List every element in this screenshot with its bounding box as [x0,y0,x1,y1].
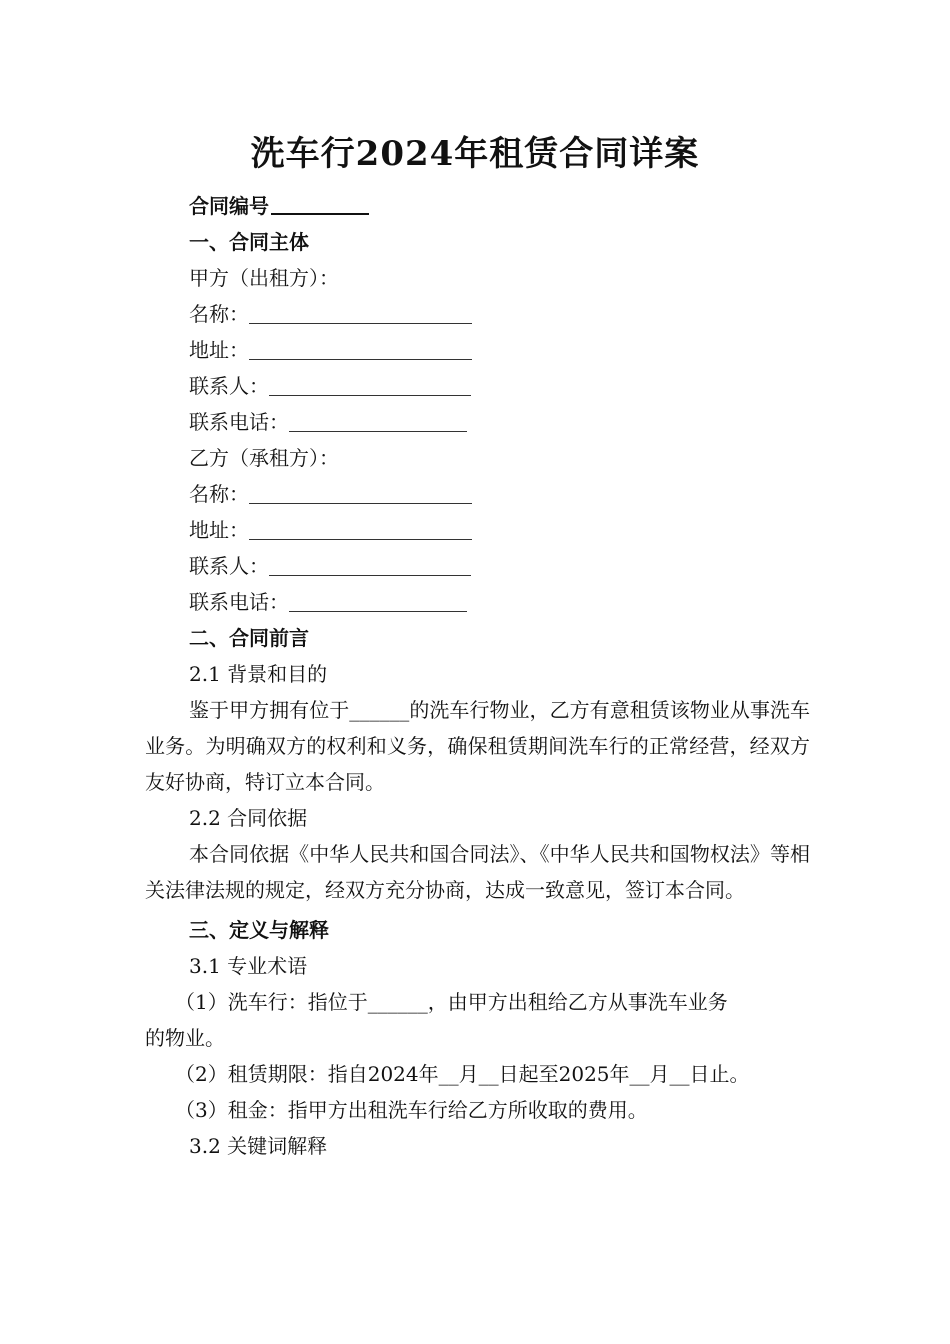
party-b-label: 乙方（承租方）： [189,446,339,470]
fill-blank [269,375,471,396]
phone-label: 联系电话： [189,590,289,614]
fill-blank [249,339,472,360]
address-label: 地址： [189,338,249,362]
location-blank: ______ [349,698,410,722]
party-b-phone-line [145,584,810,620]
location-blank: ______ [367,990,428,1014]
fill-blank [249,519,472,540]
definition-item-continued: 的物业。 [145,1026,225,1050]
item-text: （1）洗车行：指位于 [175,990,368,1014]
name-label: 名称： [189,482,249,506]
party-b-address-line [145,512,810,548]
document-title: 洗车行2024年租赁合同详案 [250,134,700,174]
fill-blank [269,555,471,576]
contract-number-label: 合同编号 [189,194,269,218]
fill-blank [249,303,472,324]
contact-label: 联系人： [189,374,269,398]
fill-blank [289,411,467,432]
party-a-name-line [145,296,810,332]
party-b-contact-line [145,548,810,584]
paragraph-text: 鉴于甲方拥有位于 [189,698,350,722]
phone-label: 联系电话： [189,410,289,434]
definition-item: （3）租金：指甲方出租洗车行给乙方所收取的费用。 [175,1098,648,1122]
party-b-name-line [145,476,810,512]
item-text: ，由甲方出租给乙方从事洗车业务 [427,990,728,1014]
subsection-title: 2.1 背景和目的 [189,662,328,686]
contact-label: 联系人： [189,554,269,578]
address-label: 地址： [189,518,249,542]
section-heading: 一、合同主体 [189,230,309,254]
contract-number-blank [271,191,369,215]
fill-blank [289,591,467,612]
document-body [145,188,810,1164]
contract-number-line [145,188,810,224]
paragraph: 本合同依据《中华人民共和国合同法》、《中华人民共和国物权法》等相关法律法规的规定，经双方充分协商，达成一致意见，签订本合同。 [145,842,810,902]
definition-item [145,984,810,1020]
party-a-label: 甲方（出租方）： [189,266,339,290]
party-a-contact-line [145,368,810,404]
name-label: 名称： [189,302,249,326]
subsection-title: 3.2 关键词解释 [189,1134,328,1158]
paragraph [145,692,810,800]
paragraph-text: 的洗车行物业，乙方有意租赁该物业从事洗车业务。为明确双方的权利和义务，确保租赁期间洗车行的正常经营，经双方友好协商，特订立本合同。 [145,698,811,794]
section-heading: 三、定义与解释 [189,918,329,942]
party-a-phone-line [145,404,810,440]
fill-blank [249,483,472,504]
definition-item: （2）租赁期限：指自2024年__月__日起至2025年__月__日止。 [175,1062,750,1086]
section-heading: 二、合同前言 [189,626,309,650]
subsection-title: 3.1 专业术语 [189,954,308,978]
party-a-address-line [145,332,810,368]
subsection-title: 2.2 合同依据 [189,806,308,830]
